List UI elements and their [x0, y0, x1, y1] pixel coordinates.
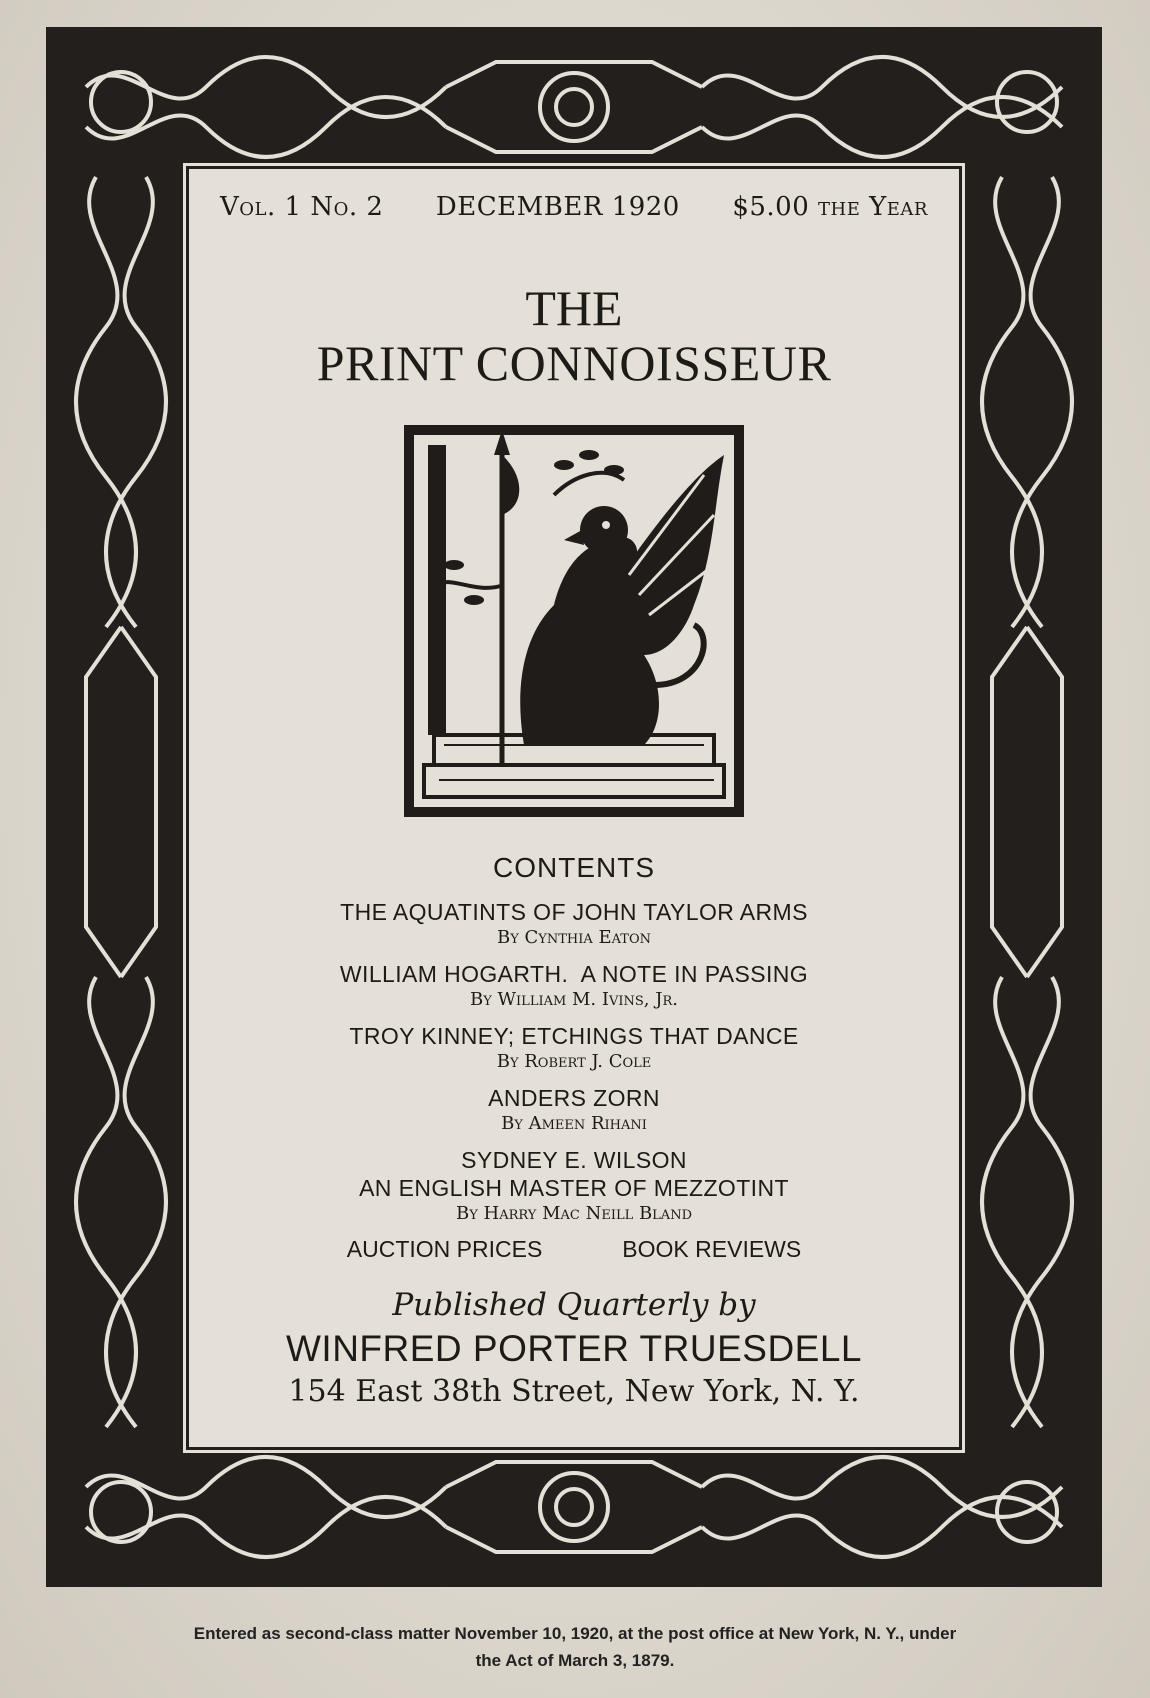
griffin-icon: [414, 435, 734, 807]
article-author: By William M. Ivins, Jr.: [470, 989, 678, 1010]
article-title: ANDERS ZORN: [488, 1085, 660, 1111]
table-of-contents: [192, 852, 956, 1263]
postal-notice-line-2: the Act of March 3, 1879.: [475, 1651, 675, 1670]
publisher-block: [192, 1284, 956, 1412]
contents-heading: CONTENTS: [493, 852, 655, 883]
article-title: WILLIAM HOGARTH. A NOTE IN PASSING: [339, 961, 809, 987]
article-title: SYDNEY E. WILSON: [461, 1147, 687, 1173]
woodcut-image: [414, 435, 734, 807]
article-title: TROY KINNEY; ETCHINGS THAT DANCE: [349, 1023, 799, 1049]
additional-sections: [192, 1236, 956, 1263]
article-author: By Robert J. Cole: [496, 1051, 652, 1072]
subscription-price: $5.00 the Year: [732, 192, 928, 222]
publication-frequency: Published Quarterly by: [392, 1287, 756, 1323]
title-line-1: THE: [525, 280, 623, 336]
volume-number: Vol. 1 No. 2: [220, 192, 384, 222]
publisher-address: 154 East 38th Street, New York, N. Y.: [288, 1374, 860, 1409]
article-author: By Harry Mac Neill Bland: [456, 1203, 692, 1224]
article-title: THE AQUATINTS OF JOHN TAYLOR ARMS: [340, 899, 808, 925]
auction-prices-section: AUCTION PRICES: [346, 1236, 543, 1262]
griffin-woodcut-illustration: [404, 425, 744, 817]
article-author: By Cynthia Eaton: [496, 927, 652, 948]
cover-panel: [192, 172, 956, 1444]
masthead: [192, 282, 956, 392]
postal-notice: [20, 1620, 1130, 1674]
article-subtitle: AN ENGLISH MASTER OF MEZZOTINT: [359, 1175, 789, 1201]
book-reviews-section: BOOK REVIEWS: [622, 1236, 802, 1262]
title-line-2: PRINT CONNOISSEUR: [316, 335, 832, 391]
postal-notice-line-1: Entered as second-class matter November 10, 1920, at the post office at New York, N. Y., under: [193, 1624, 957, 1643]
article-author: By Ameen Rihani: [501, 1113, 647, 1134]
issue-header: [192, 192, 956, 222]
issue-date: DECEMBER 1920: [435, 192, 680, 222]
publisher-name: WINFRED PORTER TRUESDELL: [286, 1328, 862, 1369]
